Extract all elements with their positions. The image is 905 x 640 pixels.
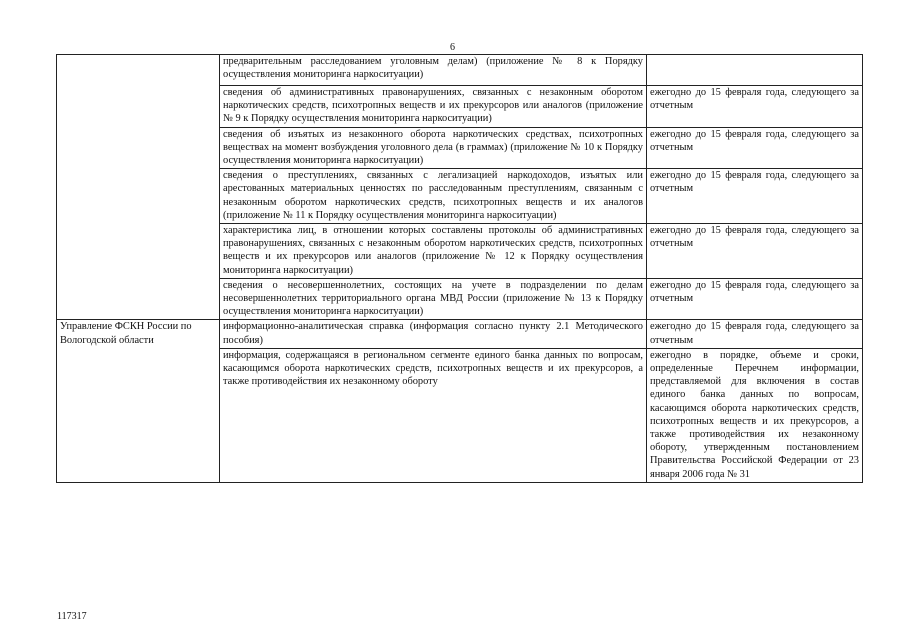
organization-cell: Управление ФСКН России по Вологодской области (57, 320, 220, 482)
description-cell: характеристика лиц, в отношении которых составлены протоколы об административных правонарушениях, связанных с незаконным оборотом наркотических средств, психотропных веществ и их прекурсоров или аналогов (приложение № 12 к Порядку осуществления мониторинга наркоситуации) (220, 224, 647, 279)
deadline-cell (647, 55, 863, 86)
organization-cell (57, 55, 220, 320)
description-cell: предварительным расследованием уголовным делам) (приложение № 8 к Порядку осуществления мониторинга наркоситуации) (220, 55, 647, 86)
deadline-cell: ежегодно до 15 февраля года, следующего за отчетным (647, 224, 863, 279)
deadline-cell: ежегодно в порядке, объеме и сроки, определенные Перечнем информации, представляемой для включения в состав единого банка данных по вопросам, касающимся оборота наркотических средств, психотропных веществ и их прекурсоров, а также противодействия их незаконному обороту, утвержденным постановлением Правительства Российской Федерации от 23 января 2006 года № 31 (647, 348, 863, 482)
description-cell: информация, содержащаяся в региональном сегменте единого банка данных по вопросам, касающимся оборота наркотических средств, психотропных веществ и их прекурсоров, а также противодействия их незаконному обороту (220, 348, 647, 482)
description-cell: сведения об административных правонарушениях, связанных с незаконным оборотом наркотических средств, психотропных веществ и их прекурсоров или аналогов (приложение № 9 к Порядку осуществления мониторинга наркоситуации) (220, 86, 647, 128)
page-number: 6 (450, 42, 455, 53)
table-row (57, 320, 863, 348)
deadline-cell: ежегодно до 15 февраля года, следующего за отчетным (647, 127, 863, 169)
deadline-cell: ежегодно до 15 февраля года, следующего за отчетным (647, 320, 863, 348)
deadline-cell: ежегодно до 15 февраля года, следующего за отчетным (647, 86, 863, 128)
description-cell: сведения о преступлениях, связанных с легализацией наркодоходов, изъятых или арестованных материальных ценностях по расследованным преступлениям, связанным с незаконным оборотом наркотических средств, психотропных веществ и их аналогов (приложение № 11 к Порядку осуществления мониторинга наркоситуации) (220, 169, 647, 224)
table-row (57, 55, 863, 86)
deadline-cell: ежегодно до 15 февраля года, следующего за отчетным (647, 169, 863, 224)
deadline-cell: ежегодно до 15 февраля года, следующего за отчетным (647, 278, 863, 320)
monitoring-table (56, 54, 863, 483)
description-cell: информационно-аналитическая справка (информация согласно пункту 2.1 Методического пособия) (220, 320, 647, 348)
description-cell: сведения о несовершеннолетних, состоящих на учете в подразделении по делам несовершеннолетних территориального органа МВД России (приложение № 13 к Порядку осуществления мониторинга наркоситуации) (220, 278, 647, 320)
footer-code: 117317 (57, 611, 87, 622)
description-cell: сведения об изъятых из незаконного оборота наркотических средствах, психотропных веществах на момент возбуждения уголовного дела (в граммах) (приложение № 10 к Порядку осуществления мониторинга наркоситуации) (220, 127, 647, 169)
